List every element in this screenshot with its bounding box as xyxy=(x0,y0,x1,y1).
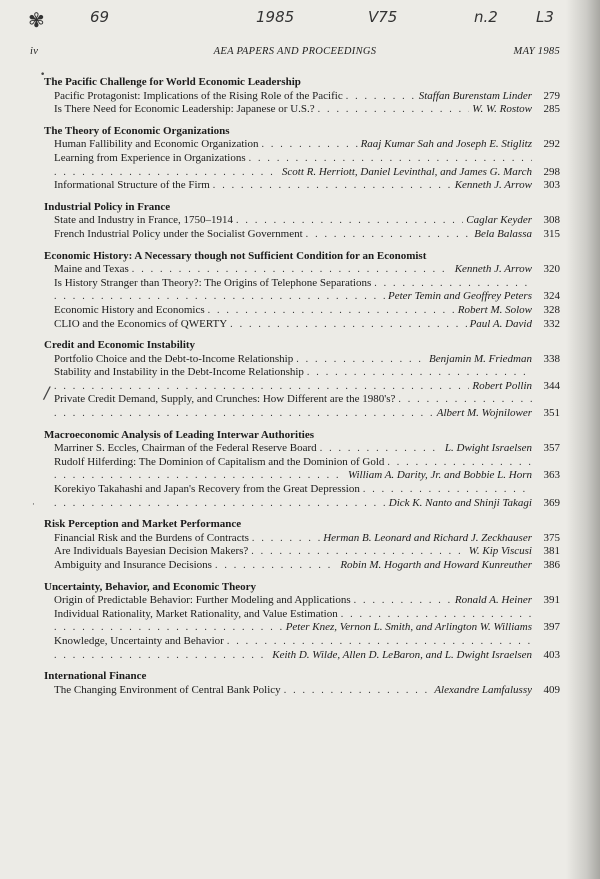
toc-entry[interactable] xyxy=(54,152,560,179)
toc-section xyxy=(44,201,560,242)
entry-author: Paul A. David xyxy=(469,317,532,330)
toc-section xyxy=(44,429,560,511)
toc-section xyxy=(44,250,560,332)
entry-title: Is History Stranger than Theory?: The Origins of Telephone Separations xyxy=(54,276,372,289)
entry-page: 279 xyxy=(543,89,560,102)
dot-leader xyxy=(346,91,416,104)
entry-page: 375 xyxy=(543,531,560,544)
dot-leader xyxy=(341,609,532,622)
entry-page: 285 xyxy=(543,103,560,116)
entry-author: W. Kip Viscusi xyxy=(468,545,532,558)
entry-title: Portfolio Choice and the Debt-to-Income Relationship xyxy=(54,352,294,365)
entry-author: Robert M. Solow xyxy=(457,303,532,316)
handwritten-annotations xyxy=(0,4,600,34)
section-title: Credit and Economic Instability xyxy=(44,339,196,352)
entry-author: Kenneth J. Arrow xyxy=(454,179,532,192)
entry-page: 344 xyxy=(543,379,560,392)
entry-author: Alexandre Lamfalussy xyxy=(434,683,532,696)
toc-section xyxy=(44,125,560,193)
toc-entry[interactable] xyxy=(54,366,560,393)
dot-leader xyxy=(318,104,470,117)
entry-author: Benjamin M. Friedman xyxy=(429,352,532,365)
annotation-number: n.2 xyxy=(474,8,498,26)
entry-author: Herman B. Leonard and Richard J. Zeckhauser xyxy=(323,531,532,544)
entry-title: CLIO and the Economics of QWERTY xyxy=(54,317,228,330)
dot-leader xyxy=(213,180,452,193)
entry-page: 409 xyxy=(543,683,560,696)
section-title: Industrial Policy in France xyxy=(44,200,171,213)
dot-leader xyxy=(54,408,434,421)
dot-leader xyxy=(251,546,465,559)
toc-entry[interactable] xyxy=(54,456,560,483)
entry-title: Private Credit Demand, Supply, and Crunches: How Different are the 1980's? xyxy=(54,393,396,406)
toc-entry[interactable] xyxy=(54,393,560,420)
entry-author: W. W. Rostow xyxy=(472,103,532,116)
entry-author: Scott R. Herriott, Daniel Levinthal, and James G. March xyxy=(281,165,532,178)
entry-author: Peter Knez, Vernon L. Smith, and Arlington W. Williams xyxy=(285,621,532,634)
handwritten-mark-icon: ✾ xyxy=(28,8,45,32)
annotation-location: L3 xyxy=(536,8,554,26)
toc-entry[interactable] xyxy=(54,608,560,635)
section-title: The Pacific Challenge for World Economic Leadership xyxy=(44,76,301,88)
entry-page: 303 xyxy=(543,179,560,192)
running-head xyxy=(30,46,560,62)
toc-entry[interactable] xyxy=(54,483,560,510)
toc-section xyxy=(44,76,560,117)
entry-page: 315 xyxy=(543,227,560,240)
dot-leader xyxy=(296,354,426,367)
entry-page: 320 xyxy=(543,263,560,276)
dot-leader xyxy=(249,153,532,166)
entry-title: Individual Rationality, Market Rationality, and Value Estimation xyxy=(54,607,338,620)
entry-page: 308 xyxy=(543,214,560,227)
toc-entry[interactable] xyxy=(54,304,560,318)
entry-author: Keith D. Wilde, Allen D. LeBaron, and L. Dwight Israelsen xyxy=(272,648,532,661)
dot-leader xyxy=(208,305,455,318)
toc-entry[interactable] xyxy=(54,90,560,104)
issue-date: MAY 1985 xyxy=(513,46,560,57)
entry-author: Albert M. Wojnilower xyxy=(436,407,532,420)
dot-leader xyxy=(306,229,472,242)
section-title: The Theory of Economic Organizations xyxy=(44,124,230,137)
entry-author: Dick K. Nanto and Shinji Takagi xyxy=(388,496,532,509)
toc-entry[interactable] xyxy=(54,214,560,228)
entry-author: Kenneth J. Arrow xyxy=(454,263,532,276)
dot-leader xyxy=(363,484,532,497)
dot-leader xyxy=(261,139,357,152)
entry-page: 351 xyxy=(543,407,560,420)
entry-title: Pacific Protagonist: Implications of the Rising Role of the Pacific xyxy=(54,89,343,102)
toc-entry[interactable] xyxy=(54,559,560,573)
entry-title: Marriner S. Eccles, Chairman of the Federal Reserve Board xyxy=(54,442,317,455)
entry-title: Rudolf Hilferding: The Dominion of Capitalism and the Dominion of Gold xyxy=(54,455,385,468)
section-title: Macroeconomic Analysis of Leading Interwar Authorities xyxy=(44,428,314,441)
toc-section xyxy=(44,670,560,697)
entry-title: Stability and Instability in the Debt-Income Relationship xyxy=(54,366,304,379)
entry-page: 292 xyxy=(543,138,560,151)
entry-page: 324 xyxy=(543,290,560,303)
entry-page: 332 xyxy=(543,317,560,330)
annotation-year: 1985 xyxy=(256,8,295,26)
dot-leader xyxy=(398,394,532,407)
margin-slash-icon: / xyxy=(44,383,50,402)
dot-leader xyxy=(387,457,532,470)
dot-leader xyxy=(320,443,442,456)
entry-author: Caglar Keyder xyxy=(466,214,532,227)
entry-title: Korekiyo Takahashi and Japan's Recovery from the Great Depression xyxy=(54,483,360,496)
entry-title: The Changing Environment of Central Bank Policy xyxy=(54,683,281,696)
journal-title: AEA PAPERS AND PROCEEDINGS xyxy=(213,46,377,57)
entry-page: 403 xyxy=(543,648,560,661)
toc-entry[interactable] xyxy=(54,103,560,117)
toc-entry[interactable] xyxy=(54,442,560,456)
toc-entry[interactable] xyxy=(54,318,560,332)
margin-tick-icon: • xyxy=(40,70,46,80)
entry-page: 397 xyxy=(543,621,560,634)
toc-section xyxy=(44,581,560,663)
entry-title: Financial Risk and the Burdens of Contracts xyxy=(54,531,249,544)
toc-entry[interactable] xyxy=(54,532,560,546)
entry-page: 328 xyxy=(543,303,560,316)
entry-author: William A. Darity, Jr. and Bobbie L. Horn xyxy=(347,469,532,482)
toc-entry[interactable] xyxy=(54,594,560,608)
entry-title: Are Individuals Bayesian Decision Makers? xyxy=(54,545,249,558)
section-title: Uncertainty, Behavior, and Economic Theory xyxy=(44,580,257,593)
table-of-contents xyxy=(44,76,560,705)
entry-title: Human Fallibility and Economic Organization xyxy=(54,138,259,151)
entry-title: Knowledge, Uncertainty and Behavior xyxy=(54,634,224,647)
entry-author: Peter Temin and Geoffrey Peters xyxy=(388,290,532,303)
toc-entry[interactable] xyxy=(54,179,560,193)
entry-page: 369 xyxy=(543,496,560,509)
entry-author: Robin M. Hogarth and Howard Kunreuther xyxy=(340,559,532,571)
entry-author: L. Dwight Israelsen xyxy=(444,442,532,455)
page-number: iv xyxy=(30,46,39,57)
dot-leader xyxy=(236,215,463,228)
entry-title: French Industrial Policy under the Socialist Government xyxy=(54,227,303,240)
dot-leader xyxy=(54,622,283,635)
toc-section xyxy=(44,518,560,572)
dot-leader xyxy=(374,278,532,291)
dot-leader xyxy=(215,560,337,573)
entry-page: 357 xyxy=(543,442,560,455)
toc-entry[interactable] xyxy=(54,263,560,277)
toc-entry[interactable] xyxy=(54,635,560,662)
section-title: Risk Perception and Market Performance xyxy=(44,518,242,531)
entry-author: Ronald A. Heiner xyxy=(454,594,532,607)
entry-page: 381 xyxy=(543,545,560,558)
dot-leader xyxy=(54,381,469,394)
entry-page: 363 xyxy=(543,469,560,482)
entry-page: 391 xyxy=(543,594,560,607)
dot-leader xyxy=(307,367,532,380)
entry-page: 338 xyxy=(543,352,560,365)
entry-title: Informational Structure of the Firm xyxy=(54,179,210,192)
dot-leader xyxy=(54,650,269,663)
dot-leader xyxy=(54,470,345,483)
dot-leader xyxy=(54,291,385,304)
annotation-volume-note: 69 xyxy=(90,8,110,26)
toc-entry[interactable] xyxy=(54,684,560,698)
annotation-volume: V75 xyxy=(368,8,398,26)
toc-entry[interactable] xyxy=(54,138,560,152)
dot-leader xyxy=(132,264,452,277)
entry-page: 386 xyxy=(543,559,560,571)
entry-page: 298 xyxy=(543,165,560,178)
entry-author: Staffan Burenstam Linder xyxy=(418,89,532,102)
toc-entry[interactable] xyxy=(54,228,560,242)
entry-title: Origin of Predictable Behavior: Further Modeling and Applications xyxy=(54,594,351,607)
section-title: International Finance xyxy=(44,670,147,683)
dot-leader xyxy=(230,319,466,332)
dot-leader xyxy=(54,498,386,511)
dot-leader xyxy=(354,595,452,608)
dot-leader xyxy=(284,685,432,698)
toc-section xyxy=(44,339,560,421)
entry-author: Robert Pollin xyxy=(472,379,532,392)
entry-author: Raaj Kumar Sah and Joseph E. Stiglitz xyxy=(360,138,532,151)
dot-leader xyxy=(54,167,279,180)
toc-entry[interactable] xyxy=(54,353,560,367)
section-title: Economic History: A Necessary though not Sufficient Condition for an Economist xyxy=(44,249,427,262)
entry-title: State and Industry in France, 1750–1914 xyxy=(54,214,234,227)
toc-entry[interactable] xyxy=(54,545,560,559)
margin-dot-icon: · xyxy=(32,500,35,510)
dot-leader xyxy=(227,636,532,649)
entry-title: Economic History and Economics xyxy=(54,303,205,316)
entry-author: Bela Balassa xyxy=(474,227,532,240)
page-edge-shadow xyxy=(566,0,600,879)
entry-title: Learning from Experience in Organizations xyxy=(54,151,246,164)
toc-entry[interactable] xyxy=(54,277,560,304)
dot-leader xyxy=(252,533,320,546)
entry-title: Is There Need for Economic Leadership: Japanese or U.S.? xyxy=(54,103,315,116)
entry-title: Maine and Texas xyxy=(54,263,129,276)
entry-title: Ambiguity and Insurance Decisions xyxy=(54,559,212,571)
